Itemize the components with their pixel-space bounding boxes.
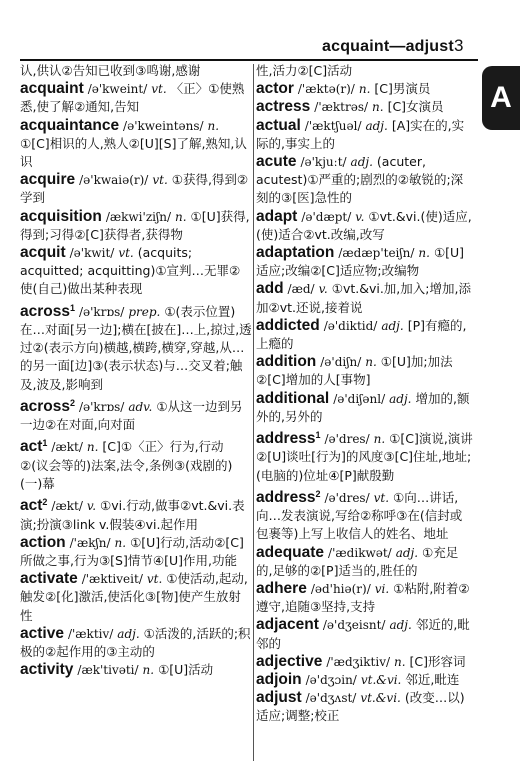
entry-phonetic: /ə'kweint/ xyxy=(87,82,148,97)
dictionary-entry xyxy=(20,493,252,534)
entry-headword: acquit xyxy=(20,244,66,262)
entry-phonetic: /ækt/ xyxy=(51,499,83,514)
entry-pos: n. xyxy=(418,246,430,261)
entry-headword: adequate xyxy=(256,543,325,561)
entry-definition: [C]女演员 xyxy=(387,99,444,115)
dictionary-entry xyxy=(256,80,474,98)
entry-pos: adj. xyxy=(350,155,373,170)
entry-pos: v. xyxy=(318,282,328,297)
entry-definition: (改变…以)适应;调整;校正 xyxy=(256,690,465,724)
entry-phonetic: /ækt/ xyxy=(51,440,83,455)
homograph-number: 2 xyxy=(42,497,48,508)
dictionary-entry xyxy=(256,390,474,426)
entry-definition: ①[U]适应;改编②[C]适应物;改编物 xyxy=(256,245,465,279)
entry-headword: additional xyxy=(256,389,330,407)
entry-phonetic: /æd/ xyxy=(287,282,315,297)
dictionary-entry xyxy=(20,244,252,299)
homograph-number: 1 xyxy=(69,302,75,313)
entry-headword: addition xyxy=(256,353,317,371)
entry-pos: vt.&vi. xyxy=(360,691,401,706)
entry-pos: adj. xyxy=(365,118,388,133)
entry-definition: ①[U]活动 xyxy=(158,662,214,678)
entry-definition: 邻近,毗连 xyxy=(405,672,460,688)
entry-definition: ①从这一边到另一边②在对面,向对面 xyxy=(20,398,243,433)
entry-definition: ①(表示位置)在…对面[另一边];横在[披在]…上,掠过,透过②(表示方向)横越,横跨,横穿,穿越,从…的另一面[边]③(表示状态)与…交叉着;触及,波及,影响到 xyxy=(20,303,252,392)
entry-definition: ①[U]行动,活动②[C]所做之事,行为③[S]情节④[U]作用,功能 xyxy=(20,534,244,568)
entry-headword: adjoin xyxy=(256,671,302,689)
dictionary-entry xyxy=(256,98,474,116)
entry-definition: 〈正〉①使熟悉,使了解②通知,告知 xyxy=(20,81,245,115)
entry-phonetic: /ə'kjuːt/ xyxy=(300,155,347,170)
entry-headword: add xyxy=(256,280,284,298)
entry-headword: acquaintance xyxy=(20,116,120,134)
dictionary-entry xyxy=(256,62,474,80)
entry-pos: n. xyxy=(394,654,406,669)
entry-phonetic: /'ædʒiktiv/ xyxy=(326,654,391,669)
entry-headword: adapt xyxy=(256,207,298,225)
homograph-number: 2 xyxy=(69,397,75,408)
entry-phonetic: /ə'kwaiə(r)/ xyxy=(79,173,149,188)
entry-pos: n. xyxy=(358,82,371,97)
entry-phonetic: /'æktrəs/ xyxy=(314,100,369,115)
entry-pos: adj. xyxy=(389,618,412,633)
entry-phonetic: /æk'tivəti/ xyxy=(77,663,139,678)
entry-phonetic: /ə'dʒɔin/ xyxy=(305,673,357,688)
entry-phonetic: /'æktiv/ xyxy=(67,626,114,641)
dictionary-entry xyxy=(256,117,474,153)
dictionary-entry xyxy=(256,280,474,316)
page-header xyxy=(0,0,520,62)
dictionary-entry xyxy=(20,208,252,244)
entry-headword: act xyxy=(20,497,43,515)
entry-definition: (acuter, acutest)①严重的;剧烈的②敏锐的;深刻的③[医]急性的 xyxy=(256,154,464,206)
entry-phonetic: /'ækʃn/ xyxy=(69,535,111,550)
entry-definition: ①[C]相识的人,熟人②[U][S]了解,熟知,认识 xyxy=(20,135,247,170)
entry-phonetic: /ə'kwit/ xyxy=(69,246,115,261)
dictionary-entry xyxy=(20,570,252,625)
entry-pos: adj. xyxy=(117,626,140,641)
entry-definition: 邻近的,毗邻的 xyxy=(256,617,470,651)
dictionary-entry xyxy=(256,671,474,689)
entry-definition: [C]男演员 xyxy=(374,81,431,97)
entry-headword: action xyxy=(20,533,66,551)
entry-definition: ①活泼的,活跃的;积极的②起作用的③主动的 xyxy=(20,625,251,659)
entry-pos: vt. xyxy=(146,572,163,587)
column-divider xyxy=(253,64,254,761)
entry-pos: n. xyxy=(142,663,155,678)
header-rule xyxy=(20,59,478,61)
entry-pos: n. xyxy=(114,535,127,550)
entry-phonetic: /ædæp'teiʃn/ xyxy=(338,246,415,261)
entry-definition: 增加的,额外的,另外的 xyxy=(256,390,470,424)
dictionary-entry xyxy=(256,153,474,208)
entry-headword: address xyxy=(256,430,316,448)
entry-pos: v. xyxy=(86,499,97,514)
entry-headword: active xyxy=(20,624,64,642)
entry-pos: n. xyxy=(373,432,386,447)
entry-definition: ①vt.&vi.加,加入;增加,添加②vt.还说,接着说 xyxy=(256,281,471,315)
entry-headword: across xyxy=(20,397,70,415)
homograph-number: 1 xyxy=(315,430,321,441)
entry-definition: ①[U]获得,得到;习得②[C]获得者,获得物 xyxy=(20,208,250,242)
entry-pos: n. xyxy=(86,440,99,455)
dictionary-entry xyxy=(20,62,252,80)
dictionary-entry xyxy=(256,544,474,580)
dictionary-entry xyxy=(20,117,252,172)
entry-headword: act xyxy=(20,438,43,456)
entry-phonetic: /ə'diʃənl/ xyxy=(333,391,386,406)
entry-phonetic: /ə'diktid/ xyxy=(323,318,378,333)
entry-pos: n. xyxy=(207,118,220,133)
entry-headword: adhere xyxy=(256,580,307,597)
entry-headword: address xyxy=(256,488,316,506)
dictionary-entry xyxy=(256,580,474,616)
left-column xyxy=(20,62,252,679)
page-number: 3 xyxy=(454,36,464,55)
entry-pos: vt.&vi. xyxy=(360,673,402,688)
dictionary-entry xyxy=(20,171,252,207)
dictionary-entry xyxy=(20,661,252,679)
dictionary-entry xyxy=(20,625,252,661)
entry-definition: 认,供认②告知已收到③鸣谢,感谢 xyxy=(20,63,201,78)
entry-phonetic: /ækwi'ziʃn/ xyxy=(105,209,172,224)
entry-definition: ①使活动,起动,触发②[化]激活,使活化③[物]使产生放射性 xyxy=(20,571,248,623)
entry-definition: ①粘附,附着②遵守,追随③坚持,支持 xyxy=(256,581,470,615)
entry-definition: ①充足的,足够的②[P]适当的,胜任的 xyxy=(256,544,459,578)
entry-phonetic: /'æktə(r)/ xyxy=(297,82,355,97)
entry-headword: addicted xyxy=(256,316,320,334)
entry-pos: n. xyxy=(365,355,377,370)
entry-pos: v. xyxy=(355,209,365,224)
dictionary-entry xyxy=(256,353,474,389)
entry-definition: ①向…讲话,向…发表演说,写给②称呼③在(信封或包裹等)上写上收信人的姓名、地址 xyxy=(256,489,463,542)
entry-phonetic: /'ædikwət/ xyxy=(328,545,392,560)
entry-headword: across xyxy=(20,302,70,320)
entry-phonetic: /'æktʃuəl/ xyxy=(304,118,362,133)
homograph-number: 1 xyxy=(42,438,48,449)
dictionary-entry xyxy=(20,80,252,116)
entry-phonetic: /ə'dʒʌst/ xyxy=(305,691,357,706)
dictionary-entry xyxy=(256,317,474,353)
entry-phonetic: /ə'kweintəns/ xyxy=(123,118,204,133)
entry-definition: ①[C]演说,演讲②[U]谈吐[行为]的风度③[C]住址,地址;(电脑的)位址④[P]献殷勤 xyxy=(256,431,473,483)
dictionary-entry xyxy=(20,394,252,435)
entry-definition: ①vt.&vi.(使)适应,(使)适合②vt.改编,改写 xyxy=(256,208,472,242)
entry-definition: 性,活力②[C]活动 xyxy=(256,63,353,78)
entry-phonetic: /ə'dres/ xyxy=(324,432,370,447)
dictionary-entry xyxy=(256,208,474,244)
dictionary-entry xyxy=(256,244,474,280)
entry-definition: [C]①〈正〉行为,行动②(议会等的)法案,法令,条例③(戏剧的)(一)幕 xyxy=(20,439,233,491)
entry-headword: activate xyxy=(20,570,78,588)
entry-pos: adj. xyxy=(395,545,419,560)
entry-headword: actual xyxy=(256,116,301,134)
entry-pos: adv. xyxy=(128,399,153,414)
right-column xyxy=(256,62,474,726)
entry-definition: [A]实在的,实际的,事实上的 xyxy=(256,117,465,151)
entry-headword: adjective xyxy=(256,652,323,670)
entry-pos: n. xyxy=(175,209,187,224)
guide-words: acquaint—adjust xyxy=(322,38,454,55)
entry-headword: adjacent xyxy=(256,616,319,634)
entry-phonetic: /ə'krɒs/ xyxy=(78,399,125,414)
homograph-number: 2 xyxy=(315,488,321,499)
entry-pos: adj. xyxy=(381,318,404,333)
dictionary-entry xyxy=(20,434,252,493)
entry-headword: activity xyxy=(20,661,74,679)
entry-definition: [C]形容词 xyxy=(409,653,466,669)
entry-pos: vt. xyxy=(151,82,167,97)
entry-definition: ①获得,得到②学到 xyxy=(20,172,249,206)
entry-pos: vt. xyxy=(118,246,134,261)
entry-headword: acquaint xyxy=(20,80,84,98)
entry-definition: ①vi.行动,做事②vt.&vi.表演;扮演③link v.假装④vi.起作用 xyxy=(20,498,245,532)
entry-pos: vt. xyxy=(152,173,168,188)
entry-definition: [P]有瘾的,上瘾的 xyxy=(256,317,467,352)
dictionary-entry xyxy=(20,534,252,570)
letter-tab: A xyxy=(482,66,520,130)
entry-headword: actor xyxy=(256,80,294,98)
entry-phonetic: /ə'diʃn/ xyxy=(320,355,362,370)
entry-phonetic: /ə'dæpt/ xyxy=(301,209,352,224)
entry-phonetic: /ə'dres/ xyxy=(324,490,370,505)
entry-definition: ①[U]加;加法②[C]增加的人[事物] xyxy=(256,354,453,388)
dictionary-entry xyxy=(20,299,252,394)
dictionary-entry xyxy=(256,485,474,544)
dictionary-entry xyxy=(256,689,474,725)
entry-pos: adj. xyxy=(389,391,412,406)
entry-pos: vt. xyxy=(373,490,390,505)
dictionary-entry xyxy=(256,426,474,485)
dictionary-entry xyxy=(256,616,474,652)
entry-phonetic: /əd'hiə(r)/ xyxy=(310,582,371,596)
entry-pos: vi. xyxy=(374,582,390,596)
entry-phonetic: /ə'krɒs/ xyxy=(78,304,125,319)
dictionary-entry xyxy=(256,653,474,671)
entry-definition: (acquits; acquitted; acquitting)①宣判…无罪②使(自己)做出某种表现 xyxy=(20,245,241,297)
entry-phonetic: /ə'dʒeisnt/ xyxy=(322,618,386,633)
entry-phonetic: /'æktiveit/ xyxy=(81,572,143,587)
entry-pos: prep. xyxy=(128,304,161,319)
entry-headword: acquisition xyxy=(20,207,102,225)
entry-headword: acute xyxy=(256,153,297,171)
entry-headword: adjust xyxy=(256,689,302,707)
entry-headword: acquire xyxy=(20,171,76,189)
entry-headword: actress xyxy=(256,98,311,116)
entry-pos: n. xyxy=(372,100,384,115)
entry-headword: adaptation xyxy=(256,244,335,262)
